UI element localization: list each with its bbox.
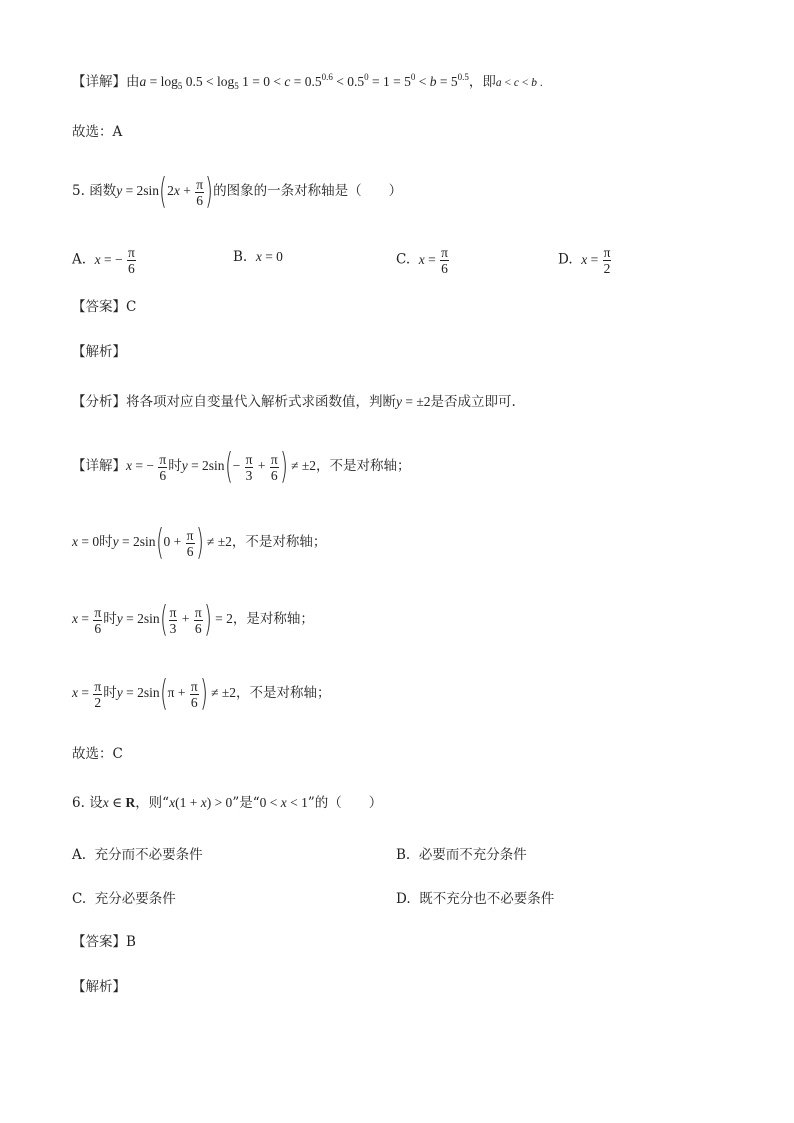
q5-function-formula: y = 2sin(2x + $\frac{\pi}{6}$ ): [116, 171, 213, 212]
q5-fenxi: [72, 392, 516, 412]
q5-detail-4-formula: y = 2sin(π + $\frac{\pi}{6}$ ) ≠ ±2: [116, 673, 237, 714]
q6-option-a[interactable]: [72, 843, 203, 863]
q5-answer-tag: 【答案】: [72, 299, 126, 315]
q4-conclusion-formula: a < c < b .: [495, 77, 543, 89]
q5-analysis-tag: 【解析】: [72, 344, 126, 360]
q4-detail-line: [72, 72, 543, 93]
q6-answer-tag: 【答案】: [72, 934, 126, 950]
q6-option-d-letter: D.: [396, 891, 411, 907]
q5-detail-2-x: x = 0: [72, 534, 100, 550]
q6-option-d[interactable]: [396, 887, 554, 907]
q4-detail-formula: $a = \log_5 0.5 < \log_5 1 = 0 < c = 0.5^{0.6} < 0.5^0 = 1 = 5^0 < b = 5^{0.5}$: [139, 72, 469, 91]
q5-stem-prefix: 函数: [89, 183, 117, 200]
q6-option-a-letter: A.: [72, 847, 87, 863]
q5-fenxi-text-b: 是否成立即可.: [430, 394, 516, 410]
q5-not-axis-2: ，不是对称轴；: [231, 534, 327, 551]
q5-option-d-formula: x = $\frac{\pi}{2}$: [581, 245, 611, 276]
q6-stem: [72, 793, 382, 813]
q6-option-d-text: 既不充分也不必要条件: [419, 891, 555, 907]
q5-not-axis-4: ，不是对称轴；: [236, 685, 331, 702]
q5-detail-line-3: [72, 600, 314, 640]
q6-option-b-text: 必要而不充分条件: [418, 847, 527, 863]
q6-option-c-letter: C.: [72, 891, 87, 907]
q5-detail-2-formula: y = 2sin(0 + $\frac{\pi}{6}$ ) ≠ ±2: [112, 522, 232, 563]
q4-detail-prefix: 由: [126, 74, 140, 90]
q5-detail-3-x: x = $\frac{\pi}{6}$: [72, 604, 102, 636]
q6-option-b-letter: B.: [396, 847, 411, 863]
q5-option-b[interactable]: [233, 249, 283, 265]
q5-shi-3: 时: [103, 611, 117, 628]
q6-answer: [72, 932, 136, 952]
q5-shi-4: 时: [103, 685, 117, 702]
q4-detail-tag: 【详解】: [72, 74, 126, 90]
q4-answer-line: 故选：A: [72, 124, 123, 140]
q6-stem-a: 设: [89, 795, 103, 811]
q5-answer-line: 故选：C: [72, 746, 123, 762]
q5-detail-1-x: x = − $\frac{\pi}{6}$: [126, 451, 167, 483]
q5-shi-1: 时: [168, 458, 182, 475]
q5-number: 5.: [72, 183, 85, 200]
q5-is-axis: ，是对称轴；: [232, 611, 314, 628]
q5-detail-1-formula: y = 2sin(− $\frac{\pi}{3}$ + $\frac{\pi}{6}$ ) ≠ ±2: [181, 446, 317, 487]
q5-not-axis-1: ，不是对称轴；: [316, 458, 411, 475]
q5-stem: [72, 172, 402, 212]
q5-fenxi-formula: y = ±2: [396, 394, 431, 409]
q5-option-a-formula: x = − $\frac{\pi}{6}$: [94, 245, 135, 276]
q6-analysis-tag: 【解析】: [72, 979, 126, 995]
q6-option-a-text: 充分而不必要条件: [94, 847, 203, 863]
q6-answer-value: B: [126, 934, 136, 950]
q5-detail-tag: 【详解】: [72, 458, 126, 475]
q5-fenxi-text-a: 将各项对应自变量代入解析式求函数值，判断: [126, 394, 396, 410]
q5-detail-line-4: [72, 674, 331, 714]
q5-detail-4-x: x = $\frac{\pi}{2}$: [72, 678, 102, 710]
q5-option-c[interactable]: [396, 245, 450, 276]
q6-option-c[interactable]: [72, 887, 176, 907]
q5-option-d-letter: D.: [558, 251, 573, 268]
q6-number: 6.: [72, 795, 85, 811]
q5-option-c-formula: x = $\frac{\pi}{6}$: [418, 245, 448, 276]
q6-condition-2: 0 < x < 1: [259, 795, 308, 810]
q6-set-formula: x ∈ R: [102, 795, 136, 810]
q5-detail-line-2: [72, 523, 326, 563]
q5-option-b-letter: B.: [233, 249, 248, 265]
q6-option-c-text: 充分必要条件: [94, 891, 176, 907]
q6-stem-c: ”是“: [232, 795, 260, 811]
q5-detail-line-1: [72, 447, 411, 487]
q6-condition-1: x(1 + x) > 0: [169, 795, 233, 810]
q5-option-c-letter: C.: [396, 251, 411, 268]
q5-fenxi-tag: 【分析】: [72, 394, 126, 410]
q5-option-d[interactable]: [558, 245, 612, 276]
q6-stem-d: ”的（ ）: [307, 795, 383, 811]
q5-option-b-formula: x = 0: [255, 249, 283, 264]
q5-option-a[interactable]: [72, 245, 137, 276]
q5-option-a-letter: A.: [72, 251, 87, 268]
q6-stem-b: ，则“: [135, 795, 170, 811]
q5-stem-suffix: 的图象的一条对称轴是（ ）: [213, 183, 403, 200]
q5-shi-2: 时: [99, 534, 113, 551]
q5-answer: [72, 297, 136, 317]
q6-option-b[interactable]: [396, 843, 527, 863]
q4-conclusion-prefix: ，即: [468, 74, 496, 90]
q5-detail-3-formula: y = 2sin( $\frac{\pi}{3}$ + $\frac{\pi}{6}$ ) = 2: [116, 599, 233, 640]
q5-answer-value: C: [126, 299, 137, 315]
